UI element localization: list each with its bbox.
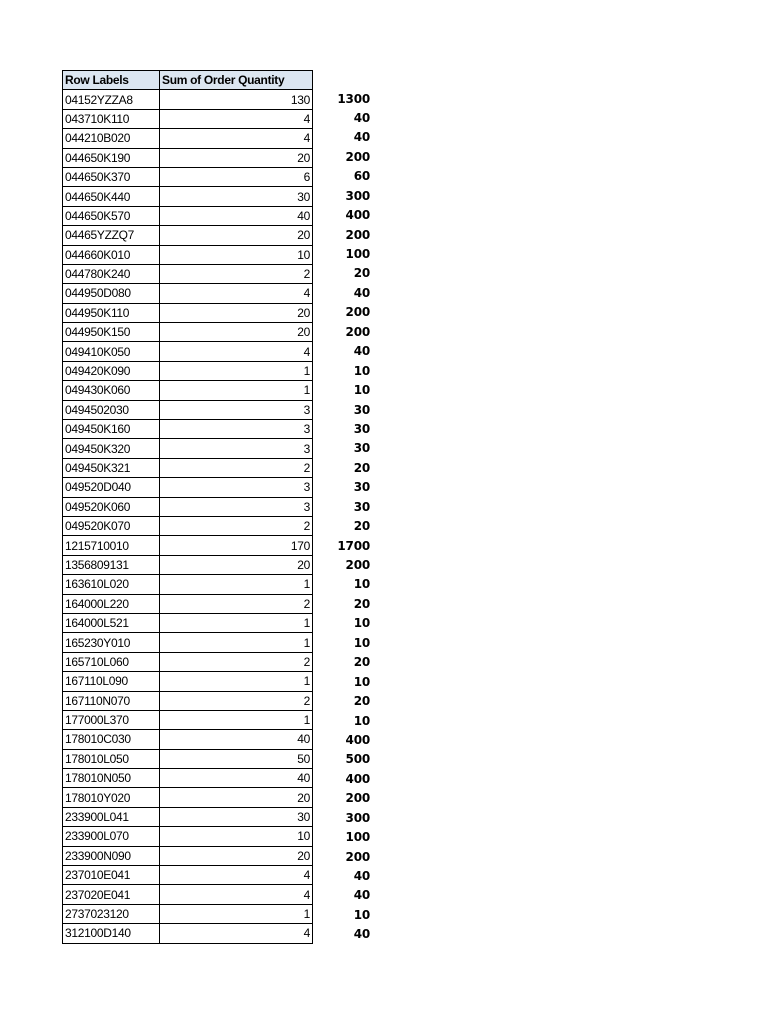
order-quantity-cell[interactable]: 20 — [160, 323, 313, 342]
pivot-table — [62, 70, 313, 944]
order-quantity-cell[interactable]: 2 — [160, 652, 313, 671]
order-quantity-cell[interactable]: 30 — [160, 807, 313, 826]
order-quantity-cell[interactable]: 6 — [160, 167, 313, 186]
table-row — [63, 613, 313, 632]
row-label-cell[interactable]: 1356809131 — [63, 555, 160, 574]
order-quantity-cell[interactable]: 3 — [160, 420, 313, 439]
calculated-value-cell[interactable]: 200 — [345, 849, 370, 864]
table-row — [63, 361, 313, 380]
table-row — [63, 769, 313, 788]
row-label-cell[interactable]: 049450K320 — [63, 439, 160, 458]
row-label-cell[interactable]: 049420K090 — [63, 361, 160, 380]
row-label-cell[interactable]: 163610L020 — [63, 575, 160, 594]
order-quantity-cell[interactable]: 1 — [160, 904, 313, 923]
calculated-value-cell[interactable]: 200 — [345, 305, 370, 320]
pivot-table-body — [63, 90, 313, 943]
table-row — [63, 129, 313, 148]
row-label-cell[interactable]: 044950K110 — [63, 303, 160, 322]
order-quantity-cell[interactable]: 1 — [160, 633, 313, 652]
header-row — [63, 71, 313, 90]
calculated-value-cell[interactable]: 300 — [345, 188, 370, 203]
calculated-value-cell[interactable]: 400 — [345, 771, 370, 786]
table-row — [63, 284, 313, 303]
row-label-cell[interactable]: 178010N050 — [63, 769, 160, 788]
calculated-value-cell[interactable]: 100 — [345, 830, 370, 845]
order-quantity-cell[interactable]: 4 — [160, 284, 313, 303]
order-quantity-cell[interactable]: 40 — [160, 730, 313, 749]
calculated-value-cell[interactable]: 200 — [345, 227, 370, 242]
calculated-value-cell[interactable]: 10 — [353, 713, 370, 728]
table-row — [63, 109, 313, 128]
table-row — [63, 478, 313, 497]
calculated-value-cell[interactable]: 400 — [345, 208, 370, 223]
table-row — [63, 458, 313, 477]
calculated-value-cell[interactable]: 20 — [353, 266, 370, 281]
calculated-value-cell[interactable]: 40 — [353, 888, 370, 903]
order-quantity-cell[interactable]: 2 — [160, 516, 313, 535]
row-label-cell[interactable]: 04152YZZA8 — [63, 90, 160, 109]
table-row — [63, 924, 313, 943]
calculated-value-cell[interactable]: 300 — [345, 810, 370, 825]
row-labels-header[interactable]: Row Labels — [63, 71, 160, 90]
calculated-value-cell[interactable]: 200 — [345, 558, 370, 572]
order-quantity-cell[interactable]: 4 — [160, 885, 313, 904]
table-row — [63, 885, 313, 904]
table-row — [63, 691, 313, 710]
table-row — [63, 904, 313, 923]
calculated-value-cell[interactable]: 30 — [353, 421, 370, 436]
calculated-value-cell[interactable]: 1300 — [337, 91, 370, 106]
row-label-cell[interactable]: 178010Y020 — [63, 788, 160, 807]
order-quantity-cell[interactable]: 1 — [160, 672, 313, 691]
calculated-value-cell[interactable]: 40 — [353, 869, 370, 883]
order-quantity-cell[interactable]: 4 — [160, 109, 313, 128]
calculated-value-cell[interactable]: 20 — [353, 519, 370, 534]
row-label-cell[interactable]: 233900L070 — [63, 827, 160, 846]
order-quantity-cell[interactable]: 50 — [160, 749, 313, 768]
row-label-cell[interactable]: 044650K570 — [63, 206, 160, 225]
calculated-value-cell[interactable]: 10 — [353, 635, 370, 650]
order-quantity-cell[interactable]: 10 — [160, 827, 313, 846]
calculated-value-cell[interactable]: 20 — [353, 596, 370, 611]
order-quantity-cell[interactable]: 3 — [160, 439, 313, 458]
order-quantity-cell[interactable]: 170 — [160, 536, 313, 555]
row-label-cell[interactable]: 049520D040 — [63, 478, 160, 497]
order-quantity-cell[interactable]: 2 — [160, 594, 313, 613]
row-label-cell[interactable]: 044650K440 — [63, 187, 160, 206]
calculated-value-cell[interactable]: 40 — [353, 285, 370, 300]
calculated-value-cell[interactable]: 40 — [353, 344, 370, 359]
row-label-cell[interactable]: 049520K070 — [63, 516, 160, 535]
order-quantity-cell[interactable]: 4 — [160, 129, 313, 148]
calculated-value-cell[interactable]: 10 — [353, 907, 370, 922]
row-label-cell[interactable]: 165230Y010 — [63, 633, 160, 652]
table-row — [63, 497, 313, 516]
order-quantity-cell[interactable]: 20 — [160, 555, 313, 574]
row-label-cell[interactable]: 049520K060 — [63, 497, 160, 516]
calculated-value-cell[interactable]: 30 — [353, 499, 370, 514]
order-quantity-cell[interactable]: 2 — [160, 264, 313, 283]
order-quantity-cell[interactable]: 1 — [160, 361, 313, 380]
table-row — [63, 710, 313, 729]
row-label-cell[interactable]: 044650K190 — [63, 148, 160, 167]
table-row — [63, 633, 313, 652]
order-quantity-cell[interactable]: 20 — [160, 788, 313, 807]
order-quantity-cell[interactable]: 20 — [160, 148, 313, 167]
row-label-cell[interactable]: 165710L060 — [63, 652, 160, 671]
order-quantity-cell[interactable]: 40 — [160, 769, 313, 788]
row-label-cell[interactable]: 049450K160 — [63, 420, 160, 439]
row-label-cell[interactable]: 167110N070 — [63, 691, 160, 710]
order-quantity-cell[interactable]: 20 — [160, 226, 313, 245]
table-row — [63, 866, 313, 885]
calculated-value-cell[interactable]: 30 — [353, 441, 370, 456]
order-quantity-cell[interactable]: 2 — [160, 691, 313, 710]
table-row — [63, 245, 313, 264]
calculated-value-cell[interactable]: 10 — [353, 577, 370, 592]
row-label-cell[interactable]: 044650K370 — [63, 167, 160, 186]
row-label-cell[interactable]: 04465YZZQ7 — [63, 226, 160, 245]
calculated-value-cell[interactable]: 200 — [345, 324, 370, 339]
row-label-cell[interactable]: 164000L521 — [63, 613, 160, 632]
table-row — [63, 788, 313, 807]
order-quantity-cell[interactable]: 4 — [160, 866, 313, 885]
table-row — [63, 206, 313, 225]
table-row — [63, 652, 313, 671]
table-row — [63, 536, 313, 555]
calculated-value-cell[interactable]: 30 — [353, 480, 370, 495]
row-label-cell[interactable]: 2737023120 — [63, 904, 160, 923]
calculated-value-cell[interactable]: 10 — [353, 383, 370, 398]
row-label-cell[interactable]: 0494502030 — [63, 400, 160, 419]
table-row — [63, 342, 313, 361]
table-row — [63, 323, 313, 342]
row-label-cell[interactable]: 044950D080 — [63, 284, 160, 303]
calculated-value-cell[interactable]: 100 — [345, 247, 370, 261]
row-label-cell[interactable]: 237020E041 — [63, 885, 160, 904]
row-label-cell[interactable]: 049410K050 — [63, 342, 160, 361]
order-quantity-cell[interactable]: 20 — [160, 846, 313, 865]
row-label-cell[interactable]: 049450K321 — [63, 458, 160, 477]
order-quantity-cell[interactable]: 2 — [160, 458, 313, 477]
calculated-value-cell[interactable]: 400 — [345, 732, 370, 747]
row-label-cell[interactable]: 237010E041 — [63, 866, 160, 885]
order-quantity-cell[interactable]: 4 — [160, 342, 313, 361]
row-label-cell[interactable]: 044780K240 — [63, 264, 160, 283]
row-label-cell[interactable]: 049430K060 — [63, 381, 160, 400]
order-quantity-cell[interactable]: 3 — [160, 497, 313, 516]
table-row — [63, 827, 313, 846]
row-label-cell[interactable]: 233900L041 — [63, 807, 160, 826]
order-quantity-cell[interactable]: 1 — [160, 381, 313, 400]
row-label-cell[interactable]: 164000L220 — [63, 594, 160, 613]
order-quantity-cell[interactable]: 4 — [160, 924, 313, 943]
table-row — [63, 226, 313, 245]
table-row — [63, 381, 313, 400]
table-row — [63, 749, 313, 768]
order-quantity-cell[interactable]: 1 — [160, 575, 313, 594]
table-row — [63, 167, 313, 186]
row-label-cell[interactable]: 233900N090 — [63, 846, 160, 865]
row-label-cell[interactable]: 044660K010 — [63, 245, 160, 264]
table-row — [63, 730, 313, 749]
table-row — [63, 516, 313, 535]
table-row — [63, 575, 313, 594]
row-label-cell[interactable]: 167110L090 — [63, 672, 160, 691]
calculated-value-cell[interactable]: 500 — [345, 752, 370, 767]
order-quantity-cell[interactable]: 130 — [160, 90, 313, 109]
order-quantity-cell[interactable]: 1 — [160, 710, 313, 729]
table-row — [63, 439, 313, 458]
calculated-value-cell[interactable]: 10 — [353, 616, 370, 631]
calculated-value-cell[interactable]: 20 — [353, 655, 370, 670]
calculated-column — [320, 90, 370, 945]
row-label-cell[interactable]: 1215710010 — [63, 536, 160, 555]
calculated-value-cell[interactable]: 40 — [353, 110, 370, 125]
table-row — [63, 594, 313, 613]
order-quantity-cell[interactable]: 30 — [160, 187, 313, 206]
calculated-value-cell[interactable]: 30 — [353, 402, 370, 417]
row-label-cell[interactable]: 177000L370 — [63, 710, 160, 729]
calculated-value-cell[interactable]: 200 — [345, 791, 370, 806]
table-row — [63, 420, 313, 439]
order-quantity-cell[interactable]: 1 — [160, 613, 313, 632]
calculated-value-cell[interactable]: 60 — [353, 169, 370, 184]
order-quantity-cell[interactable]: 3 — [160, 400, 313, 419]
order-quantity-cell[interactable]: 10 — [160, 245, 313, 264]
order-quantity-cell[interactable]: 20 — [160, 303, 313, 322]
calculated-value-cell[interactable]: 1700 — [337, 538, 370, 553]
table-row — [63, 264, 313, 283]
table-row — [63, 90, 313, 109]
row-label-cell[interactable]: 044210B020 — [63, 129, 160, 148]
order-quantity-cell[interactable]: 3 — [160, 478, 313, 497]
table-row — [63, 400, 313, 419]
sum-order-quantity-header[interactable]: Sum of Order Quantity — [160, 71, 313, 90]
table-row — [63, 187, 313, 206]
calculated-value-cell[interactable]: 10 — [353, 674, 370, 689]
row-label-cell[interactable]: 043710K110 — [63, 109, 160, 128]
row-label-cell[interactable]: 044950K150 — [63, 323, 160, 342]
calculated-value-cell[interactable]: 40 — [353, 130, 370, 145]
row-label-cell[interactable]: 178010L050 — [63, 749, 160, 768]
table-row — [63, 148, 313, 167]
row-label-cell[interactable]: 312100D140 — [63, 924, 160, 943]
calculated-value-cell[interactable]: 10 — [353, 363, 370, 378]
order-quantity-cell[interactable]: 40 — [160, 206, 313, 225]
table-row — [63, 846, 313, 865]
table-row — [63, 672, 313, 691]
table-row — [63, 555, 313, 574]
row-label-cell[interactable]: 178010C030 — [63, 730, 160, 749]
table-row — [63, 807, 313, 826]
calculated-value-cell[interactable]: 200 — [345, 149, 370, 164]
calculated-value-cell[interactable]: 20 — [353, 460, 370, 475]
calculated-value-cell[interactable]: 20 — [353, 694, 370, 709]
calculated-value-cell[interactable]: 40 — [353, 927, 370, 942]
table-row — [63, 303, 313, 322]
